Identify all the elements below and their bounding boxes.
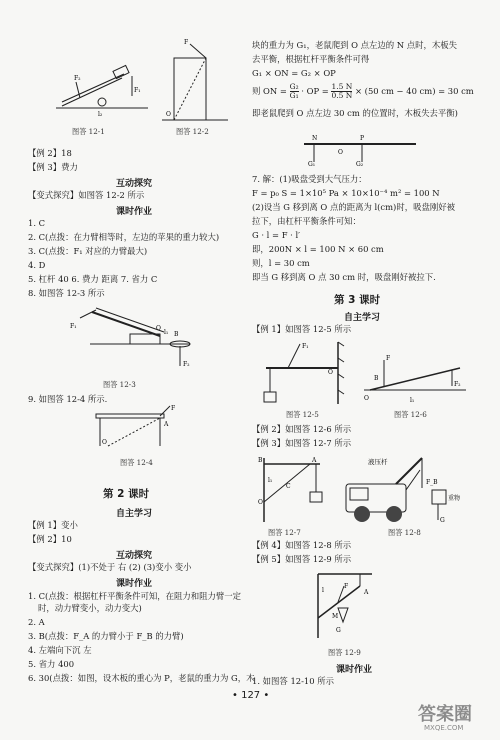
- page-number: • 127 •: [232, 690, 270, 701]
- svg-text:l₂: l₂: [98, 111, 103, 118]
- svg-text:O: O: [258, 499, 263, 506]
- heading-interactive-2: 互动探究: [116, 551, 153, 561]
- lesson2-answer-4: 4. 左端向下沉 左: [28, 645, 92, 655]
- svg-text:O: O: [338, 149, 343, 156]
- figure-12-2-caption: 图答 12-2: [176, 127, 209, 136]
- hydraulic-rod-label: 液压杆: [368, 458, 388, 466]
- cargo-label: 重物: [448, 495, 461, 502]
- lesson2-answer-2: 2. A: [28, 617, 45, 627]
- lesson2-example-1: 【例 1】变小: [28, 520, 78, 530]
- right-line-4-formula: [252, 82, 474, 100]
- figure-12-2-cabinet: [160, 38, 230, 128]
- svg-text:O: O: [102, 439, 107, 446]
- figure-12-4-table-lever: [90, 404, 180, 450]
- svg-text:O: O: [328, 369, 333, 376]
- svg-text:P: P: [360, 135, 365, 142]
- heading-self-study-3: 自主学习: [344, 313, 381, 323]
- fraction-g2-g1: [290, 83, 299, 100]
- svg-text:F₁: F₁: [70, 323, 77, 330]
- right-line-9: (2)设当 G 移到离 O 点的距离为 l(cm)时，吸盘刚好被: [252, 202, 455, 212]
- svg-text:F: F: [184, 39, 189, 46]
- lesson2-answer-1a: 1. C(点拨：根据杠杆平衡条件可知，在阻力和阻力臂一定: [28, 591, 241, 601]
- right-line-13: 则，l = 30 cm: [252, 258, 310, 268]
- svg-text:l₁: l₁: [268, 477, 273, 484]
- svg-text:l₁: l₁: [410, 397, 415, 404]
- fraction-denominator: G₁: [289, 91, 299, 100]
- right-line-12: 即，200N × l = 100 N × 60 cm: [252, 244, 384, 254]
- svg-text:F₁: F₁: [302, 343, 309, 350]
- svg-text:O: O: [364, 395, 369, 402]
- figure-12-4-caption: 图答 12-4: [120, 458, 153, 467]
- svg-text:G₂: G₂: [356, 161, 364, 168]
- svg-text:l: l: [322, 587, 324, 594]
- lesson3-example-3: 【例 3】如图答 12-7 所示: [252, 438, 352, 448]
- svg-text:G: G: [336, 627, 341, 634]
- svg-text:F: F: [171, 405, 176, 412]
- answer-2: 2. C(点拨：在力臂相等时，左边的苹果的重力较大): [28, 232, 220, 242]
- figure-12-5-caption: 图答 12-5: [286, 410, 319, 419]
- svg-text:l₁: l₁: [164, 329, 169, 336]
- right-line-3: G₁ × ON = G₂ × OP: [252, 68, 336, 78]
- lesson3-example-4: 【例 4】如图答 12-8 所示: [252, 540, 352, 550]
- section-lesson-3: 第 3 课时: [334, 294, 381, 306]
- formula-mid: · OP =: [301, 86, 329, 96]
- right-line-7: 7. 解：(1)吸盘受到大气压力：: [252, 174, 367, 184]
- svg-text:B: B: [174, 331, 179, 338]
- svg-text:O: O: [156, 325, 161, 332]
- figure-12-9-caption: 图答 12-9: [328, 648, 361, 657]
- section-lesson-2: 第 2 课时: [103, 488, 150, 500]
- heading-self-study: 自主学习: [116, 509, 153, 519]
- lesson2-answer-5: 5. 省力 400: [28, 659, 75, 669]
- answer-3: 3. C(点拨：F₁ 对应的力臂最大): [28, 246, 148, 256]
- right-line-8: F = p₀ S = 1×10⁵ Pa × 10×10⁻⁴ m² = 100 N: [252, 188, 440, 198]
- figure-12-8-truck-crane: [336, 454, 476, 526]
- fraction-numerator-2: 1.5 N: [331, 82, 353, 91]
- right-line-10: 拉下，由杠杆平衡条件可知：: [252, 216, 361, 226]
- right-line-11: G · l = F · l′: [252, 230, 301, 240]
- answer-9: 9. 如图答 12-4 所示.: [28, 394, 108, 404]
- right-line-2: 去平衡，根据杠杆平衡条件可得: [252, 54, 370, 64]
- figure-12-6-incline: [360, 350, 470, 406]
- lesson2-answer-6: 6. 30(点拨：如图，设木板的重心为 P，老鼠的重力为 G，木: [28, 673, 255, 683]
- svg-text:G: G: [440, 517, 445, 524]
- svg-text:O: O: [166, 111, 171, 118]
- lesson3-example-1: 【例 1】如图答 12-5 所示: [252, 324, 352, 334]
- svg-text:F: F: [386, 355, 391, 362]
- figure-12-9-hanging-lever: [308, 568, 378, 640]
- figure-12-7-crane-frame: [256, 452, 326, 524]
- svg-text:F₂: F₂: [454, 381, 461, 388]
- figure-12-3-caption: 图答 12-3: [103, 380, 136, 389]
- right-line-5: 即老鼠爬到 O 点左边 30 cm 的位置时，木板失去平衡): [252, 108, 458, 118]
- lesson3-example-2: 【例 2】如图答 12-6 所示: [252, 424, 352, 434]
- watermark-logo: 答案圈: [418, 704, 472, 725]
- lesson3-homework-1: 1. 如图答 12-10 所示: [252, 676, 334, 686]
- svg-text:F: F: [344, 583, 349, 590]
- left-example-2: 【例 2】18: [28, 148, 72, 158]
- heading-homework-2: 课时作业: [116, 579, 153, 589]
- svg-text:F_B: F_B: [426, 479, 438, 486]
- svg-text:B: B: [374, 375, 379, 382]
- figure-12-6-caption: 图答 12-6: [394, 410, 427, 419]
- right-line-14: 即当 G 移到离 O 点 30 cm 时，吸盘刚好被拉下.: [252, 272, 436, 282]
- figure-12-1-lever-ramp: [52, 62, 152, 122]
- answer-4: 4. D: [28, 260, 46, 270]
- answer-8: 8. 如图答 12-3 所示: [28, 288, 105, 298]
- fraction-numerator: G₂: [289, 82, 299, 91]
- fraction-denominator-2: 0.5 N: [331, 91, 353, 100]
- heading-homework-3: 课时作业: [336, 665, 373, 675]
- variant-exploration: 【变式探究】如图答 12-2 所示: [28, 190, 145, 200]
- lesson2-answer-1b: 时，动力臂变小，动力变大): [38, 603, 142, 613]
- figure-12-1-caption: 图答 12-1: [72, 127, 105, 136]
- svg-text:C: C: [286, 483, 291, 490]
- variant-exploration-2: 【变式探究】(1)不处于 右 (2) (3)变小 变小: [28, 562, 192, 572]
- svg-text:B: B: [258, 457, 263, 464]
- svg-text:A: A: [312, 457, 317, 464]
- svg-text:A: A: [164, 421, 169, 428]
- svg-text:M: M: [332, 613, 339, 620]
- figure-12-8-caption: 图答 12-8: [388, 528, 421, 537]
- figure-12-3-tool-lever: [60, 304, 200, 374]
- svg-text:N: N: [312, 135, 318, 142]
- left-example-3: 【例 3】费力: [28, 162, 78, 172]
- heading-homework: 课时作业: [116, 207, 153, 217]
- formula-result: × (50 cm − 40 cm) = 30 cm: [355, 86, 474, 96]
- watermark-url: MXQE.COM: [424, 724, 464, 732]
- svg-text:F₁: F₁: [134, 87, 141, 94]
- lesson3-example-5: 【例 5】如图答 12-9 所示: [252, 554, 352, 564]
- lesson2-example-2: 【例 2】10: [28, 534, 72, 544]
- svg-text:A: A: [364, 589, 369, 596]
- answer-1: 1. C: [28, 218, 46, 228]
- figure-12-5-wall-arm: [258, 338, 348, 406]
- svg-text:G₁: G₁: [308, 161, 316, 168]
- answer-5-7: 5. 杠杆 40 6. 费力 距离 7. 省力 C: [28, 274, 158, 284]
- svg-text:F₂: F₂: [74, 75, 81, 82]
- svg-text:F₂: F₂: [183, 361, 190, 368]
- lesson2-answer-3: 3. B(点拨：F_A 的力臂小于 F_B 的力臂): [28, 631, 184, 641]
- formula-prefix: 则 ON =: [252, 86, 287, 96]
- right-line-1: 块的重力为 G₁，老鼠爬到 O 点左边的 N 点时，木板失: [252, 40, 458, 50]
- figure-board-lever-nop: [300, 132, 420, 168]
- fraction-values: [331, 83, 352, 100]
- heading-interactive: 互动探究: [116, 179, 153, 189]
- figure-12-7-caption: 图答 12-7: [268, 528, 301, 537]
